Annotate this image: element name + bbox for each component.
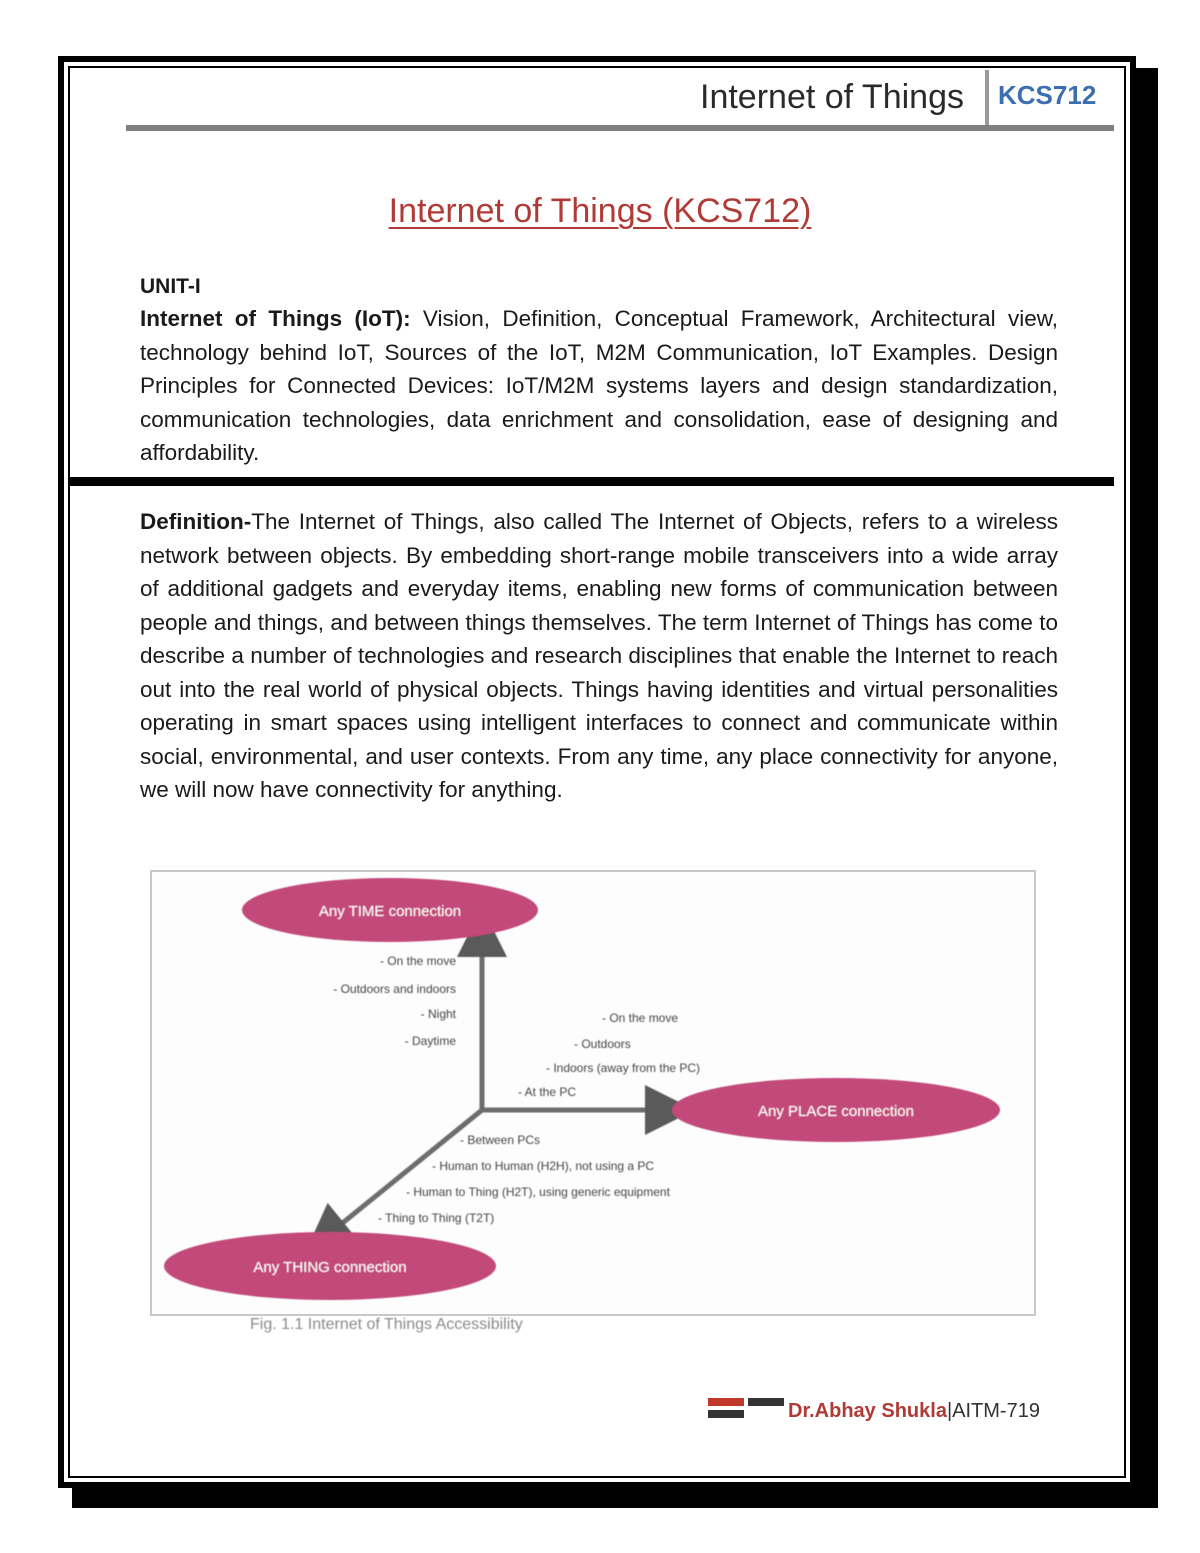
figure-caption: Fig. 1.1 Internet of Things Accessibility [250,1316,523,1333]
header-course-code: KCS712 [998,80,1097,110]
place-item: - Indoors (away from the PC) [546,1061,701,1075]
author-separator: | [946,1400,953,1422]
thing-item: - Thing to Thing (T2T) [378,1211,495,1225]
author-name: Dr.Abhay Shukla [788,1400,947,1422]
definition-text: The Internet of Things, also called The Internet of Objects, refers to a wireless network between objects. By embedding short-range mobile transceivers into a wide array of additional gadgets and everyday items, enabling new forms of communication between people and things, and between things themselves. The term Internet of Things has come to describe a number of technologies and research disciplines that enable the Internet to reach out into the real world of physical objects. Things having identities and virtual personalities operating in smart spaces using intelligent interfaces to connect and communicate within social, environmental, and user contexts. From any time, any place connectivity for anyone, we will now have connectivity for anything. [140,509,1058,802]
header-rule [126,125,1114,131]
time-item: - On the move [379,954,456,968]
thing-item: - Human to Human (H2H), not using a PC [432,1159,655,1173]
syllabus-paragraph [140,302,1058,470]
time-item: - Outdoors and indoors [333,982,456,996]
place-item: - On the move [602,1011,679,1025]
unit-label: UNIT-I [140,275,201,298]
place-connection-label: Any PLACE connection [758,1103,914,1120]
time-item: - Night [420,1007,456,1021]
section-divider [68,477,1114,486]
header-divider [985,70,989,130]
definition-lead: Definition- [140,509,252,534]
document-title: Internet of Things (KCS712) [388,192,812,230]
author-org: AITM-719 [952,1400,1040,1422]
thing-connection-label: Any THING connection [253,1259,407,1276]
time-item: - Daytime [404,1034,456,1048]
footer-logo-bars [708,1396,784,1420]
header-title: Internet of Things [700,78,964,116]
footer-author [788,1400,1040,1423]
syllabus-lead: Internet of Things (IoT): [140,306,411,331]
definition-paragraph [140,505,1058,807]
syllabus-text: Vision, Definition, Conceptual Framework, Architectural view, technology behind IoT, Sources of the IoT, M2M Communication, IoT Examples. Design Principles for Connected Devices: IoT/M2M systems layers and design standardization, communication technologies, data enrichment and consolidation, ease of designing and affordability. [140,306,1058,465]
thing-item: - Between PCs [460,1133,541,1147]
place-item: - At the PC [518,1085,577,1099]
thing-item: - Human to Thing (H2T), using generic equipment [406,1185,670,1199]
place-item: - Outdoors [574,1037,631,1051]
iot-accessibility-diagram [150,870,1036,1316]
time-connection-label: Any TIME connection [318,903,462,920]
